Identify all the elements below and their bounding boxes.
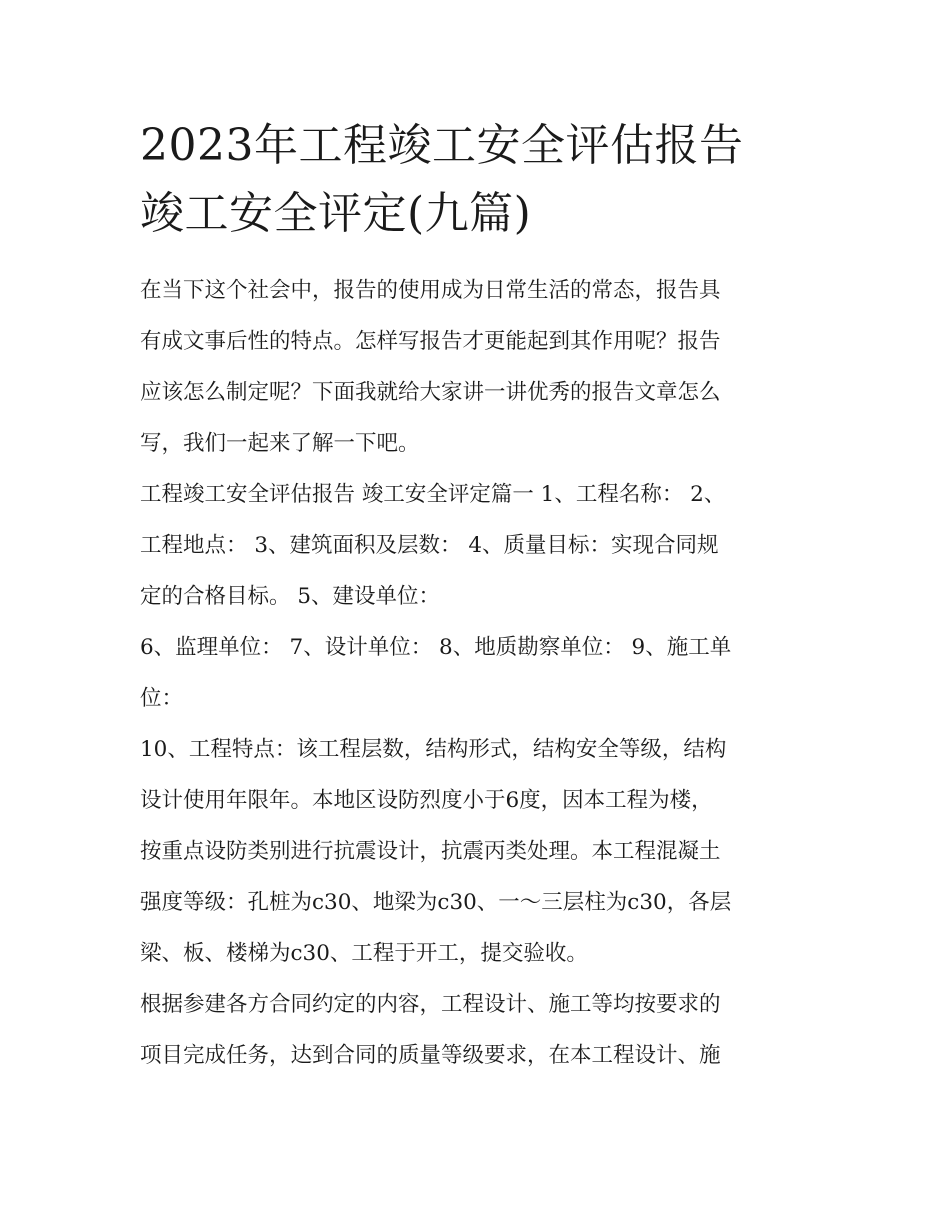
text-line: 6、监理单位： 7、设计单位： 8、地质勘察单位： 9、施工单 [140,635,732,660]
text-line: 项目完成任务，达到合同的质量等级要求，在本工程设计、施 [140,1043,721,1068]
title-line-2: 竣工安全评定(九篇) [140,188,532,239]
text-line: 定的合格目标。 5、建设单位： [140,584,441,609]
text-line: 在当下这个社会中，报告的使用成为日常生活的常态，报告具 [140,278,721,303]
text-line: 写，我们一起来了解一下吧。 [140,431,420,456]
text-line: 有成文事后性的特点。怎样写报告才更能起到其作用呢？报告 [140,329,721,354]
document-title [140,112,812,248]
paragraph-features [140,724,812,979]
text-line: 应该怎么制定呢？下面我就给大家讲一讲优秀的报告文章怎么 [140,380,721,405]
paragraph-project-info [140,469,812,622]
text-line: 根据参建各方合同约定的内容，工程设计、施工等均按要求的 [140,992,721,1017]
text-line: 设计使用年限年。本地区设防烈度小于6度，因本工程为楼， [140,788,713,813]
text-line: 梁、板、楼梯为c30、工程于开工，提交验收。 [140,941,588,966]
text-line: 按重点设防类别进行抗震设计，抗震丙类处理。本工程混凝土 [140,839,721,864]
text-line: 工程地点： 3、建筑面积及层数： 4、质量目标：实现合同规 [140,533,719,558]
text-line: 强度等级：孔桩为c30、地梁为c30、一～三层柱为c30，各层 [140,890,732,915]
paragraph-contract [140,979,812,1081]
paragraph-intro [140,265,812,469]
text-line: 位： [140,686,184,711]
document-page [140,112,812,1081]
text-line: 10、工程特点：该工程层数，结构形式，结构安全等级，结构 [140,737,727,762]
paragraph-units [140,622,812,724]
text-line: 工程竣工安全评估报告 竣工安全评定篇一 1、工程名称： 2、 [140,482,726,507]
title-line-1: 2023年工程竣工安全评估报告 [140,120,744,171]
